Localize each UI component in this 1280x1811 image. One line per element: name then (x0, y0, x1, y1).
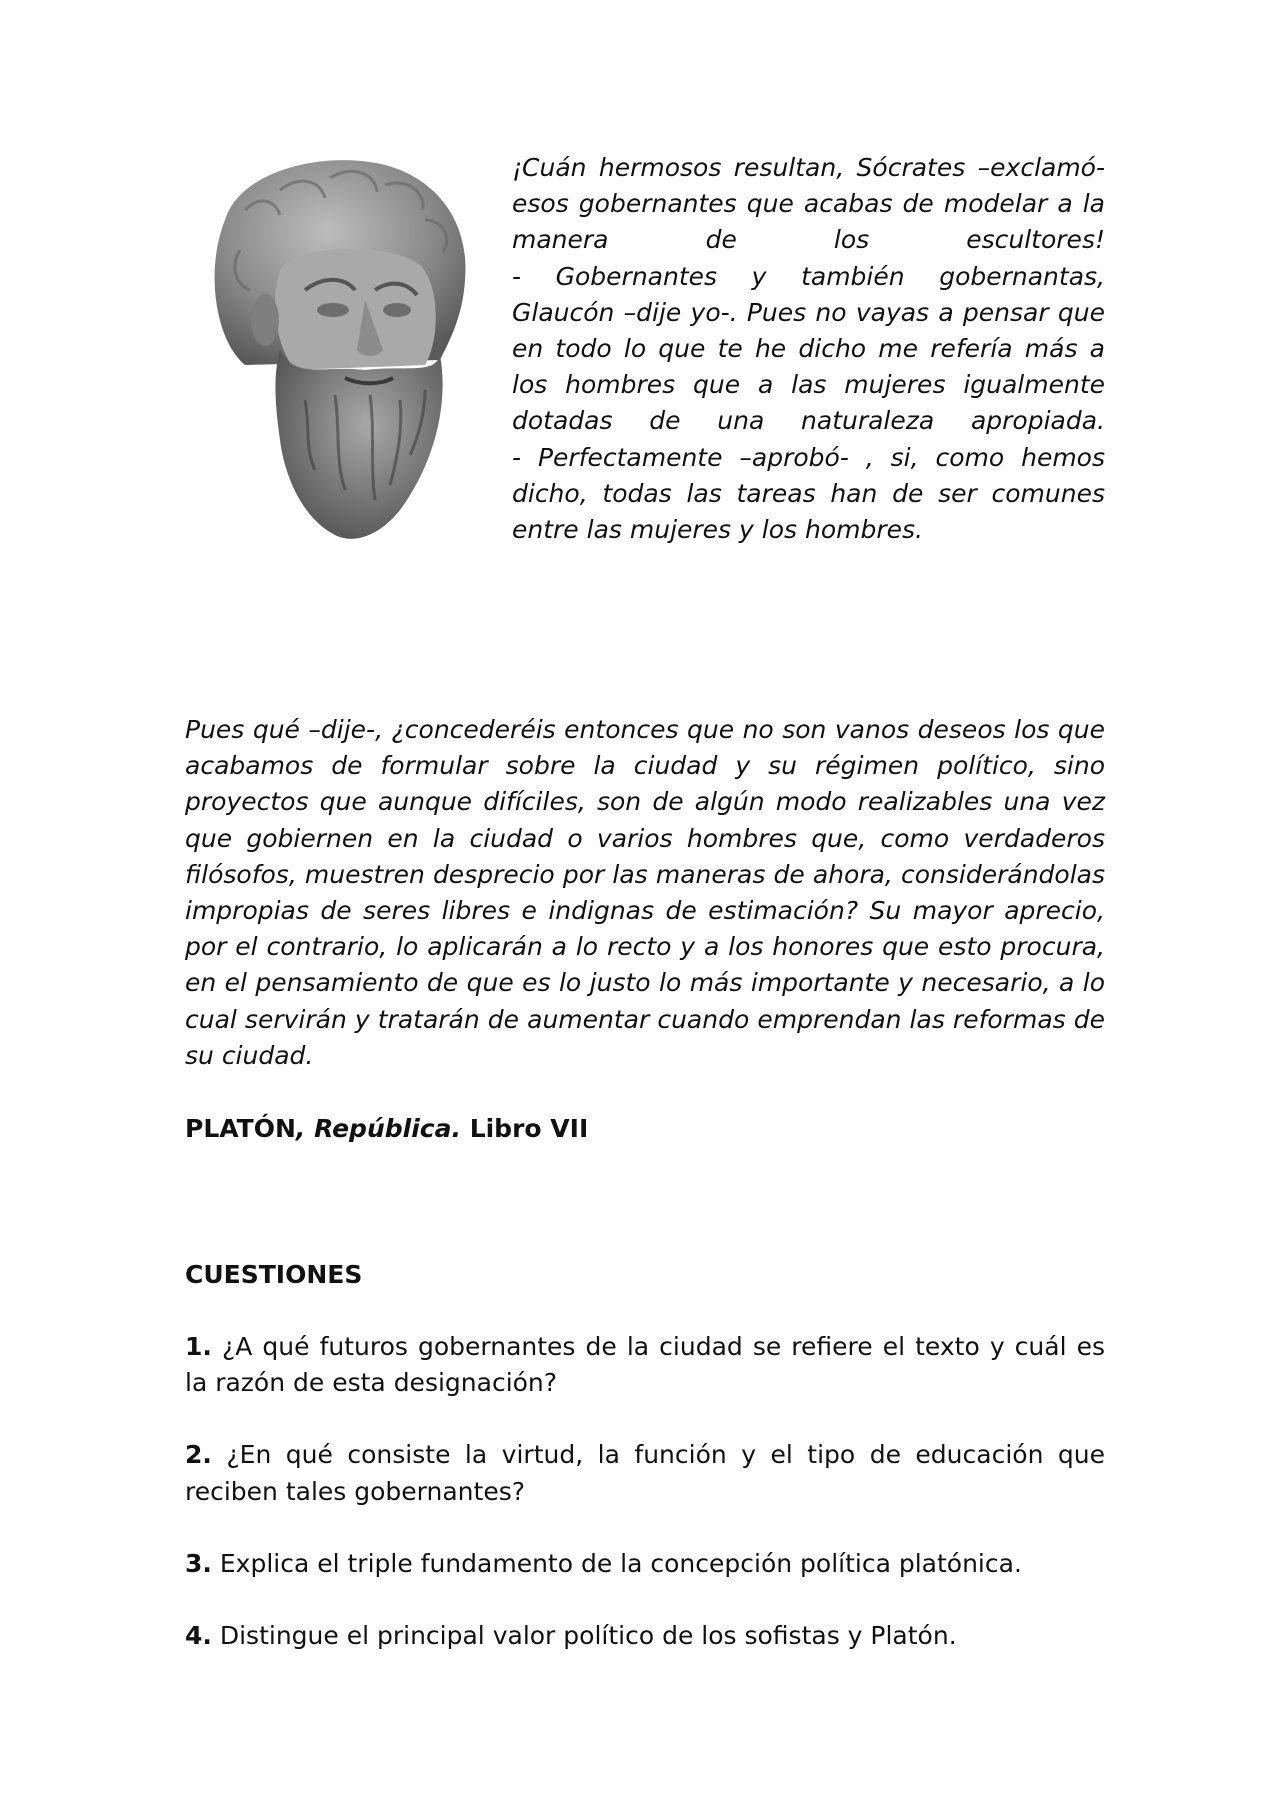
main-paragraph: Pues qué –dije-, ¿concederéis entonces que no son vanos deseos los que acabamos de formular sobre la ciudad y su régimen político, sino proyectos que aunque difíciles, son de algún modo realizables una vez que gobiernen en la ciudad o varios hombres que, como verdaderos filósofos, muestren desprecio por las maneras de ahora, considerándolas impropias de seres libres e indignas de estimación? Su mayor aprecio, por el contrario, lo aplicarán a lo recto y a los honores que esto procura, en el pensamiento de que es lo justo lo más importante y necesario, a lo cual servirán y tratarán de aumentar cuando emprendan las reformas de su ciudad. (185, 715, 1105, 1070)
source-book: Libro VII (469, 1114, 589, 1144)
intro-paragraph: ¡Cuán hermosos resultan, Sócrates –exclamó- esos gobernantes que acabas de modelar a la manera de los escultores! (512, 153, 1105, 255)
intro-dialogue (512, 150, 1105, 548)
plato-bust-image (185, 150, 480, 545)
question-text: ¿En qué consiste la virtud, la función y el tipo de educación que reciben tales gobernantes? (185, 1440, 1106, 1506)
question-item (185, 1437, 1105, 1509)
question-number: 3. (185, 1548, 212, 1578)
intro-paragraph: - Gobernantes y también gobernantas, Glaucón –dije yo-. Pues no vayas a pensar que en todo lo que te he dicho me refería más a los hombres que a las mujeres igualmente dotadas de una naturaleza apropiada. (512, 261, 1105, 436)
question-number: 1. (185, 1332, 212, 1362)
question-item (185, 1546, 1105, 1582)
source-citation: PLATÓN, República. Libro VII (185, 1114, 589, 1144)
question-item (185, 1329, 1105, 1401)
intro-paragraph: - Perfectamente –aprobó- , si, como hemos dicho, todas las tareas han de ser comunes entre las mujeres y los hombres. (512, 442, 1105, 545)
questions-title: CUESTIONES (185, 1260, 363, 1290)
question-item (185, 1618, 1105, 1654)
question-text: Explica el triple fundamento de la concepción política platónica. (219, 1548, 1022, 1578)
question-number: 4. (185, 1621, 212, 1651)
document-page (185, 150, 1105, 1654)
question-text: ¿A qué futuros gobernantes de la ciudad se refiere el texto y cuál es la razón de esta designación? (185, 1332, 1106, 1398)
source-work: República. (314, 1114, 461, 1144)
intro-block (185, 150, 1105, 550)
question-number: 2. (185, 1440, 212, 1470)
question-text: Distingue el principal valor político de los sofistas y Platón. (219, 1621, 957, 1651)
source-author: PLATÓN (185, 1114, 296, 1144)
